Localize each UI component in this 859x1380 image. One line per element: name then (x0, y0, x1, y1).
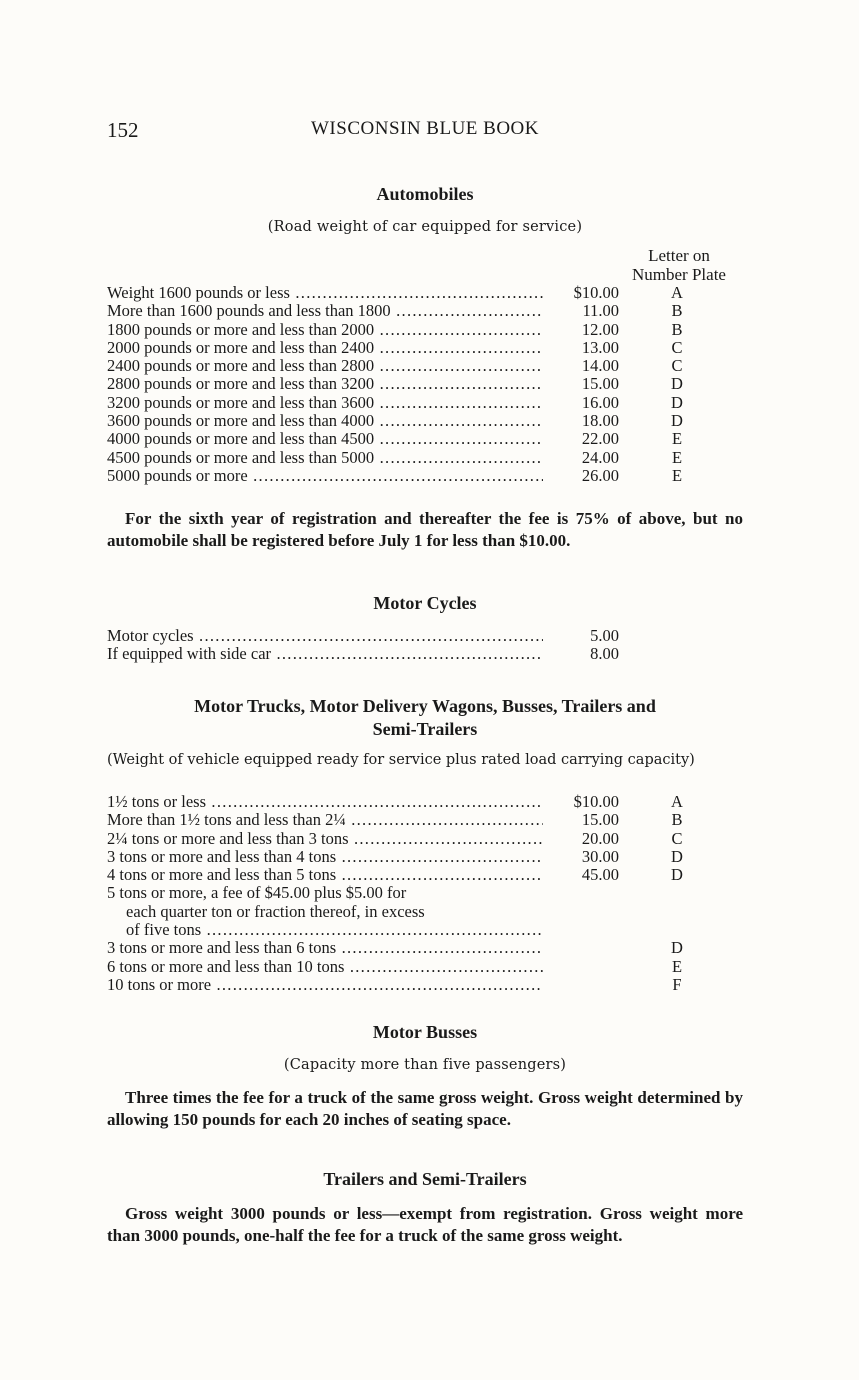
row-description: 2800 pounds or more and less than 3200 ..... (107, 375, 543, 393)
row-description: Weight 1600 pounds or less ..... (107, 284, 543, 302)
row-fee: $10.00 (573, 283, 619, 302)
table-row (107, 921, 747, 939)
row-description: 6 tons or more and less than 10 tons ..... (107, 958, 543, 976)
table-row (107, 939, 747, 957)
motor-cycles-fee-table (107, 627, 747, 664)
table-row (107, 394, 747, 412)
row-fee: 22.00 (581, 429, 619, 449)
table-row (107, 412, 747, 430)
motor-busses-text (107, 1087, 743, 1131)
row-letter: E (671, 465, 683, 485)
row-letter: A (671, 283, 683, 302)
table-row (107, 627, 747, 645)
row-fee: 5.00 (590, 626, 619, 645)
table-row (107, 645, 747, 663)
row-description: 4000 pounds or more and less than 4500 ..... (107, 430, 543, 448)
row-fee: 15.00 (581, 810, 619, 830)
row-fee: $10.00 (573, 792, 619, 811)
row-description: Motor cycles ..... (107, 627, 543, 645)
row-description: 3 tons or more and less than 4 tons ..... (107, 848, 543, 866)
row-letter: D (671, 411, 683, 431)
row-letter: E (671, 956, 683, 976)
letter-column-heading-line1: Letter on (648, 246, 710, 265)
trucks-fee-table (107, 793, 747, 994)
row-fee: 30.00 (581, 846, 619, 866)
row-letter: E (671, 447, 683, 467)
row-fee: 13.00 (581, 337, 619, 357)
row-description: 10 tons or more ..... (107, 976, 543, 994)
table-row (107, 903, 747, 921)
table-row (107, 357, 747, 375)
row-letter: C (671, 337, 683, 357)
table-row (107, 866, 747, 884)
table-row (107, 811, 747, 829)
row-letter: D (671, 392, 683, 412)
row-letter: B (671, 301, 683, 321)
automobiles-heading: Automobiles (376, 184, 474, 204)
row-fee: 16.00 (581, 392, 619, 412)
row-fee: 12.00 (581, 319, 619, 339)
row-description: More than 1½ tons and less than 2¼ ..... (107, 811, 543, 829)
table-row (107, 884, 747, 902)
row-letter: C (671, 356, 683, 376)
motor-busses-subtitle: (Capacity more than five passengers) (283, 1057, 567, 1073)
table-row (107, 302, 747, 320)
running-title: WISCONSIN BLUE BOOK (311, 118, 539, 139)
table-row (107, 793, 747, 811)
table-row (107, 284, 747, 302)
row-letter: B (671, 319, 683, 339)
row-description: 2400 pounds or more and less than 2800 ..... (107, 357, 543, 375)
row-description: 3200 pounds or more and less than 3600 ..... (107, 394, 543, 412)
row-description: If equipped with side car ..... (107, 645, 543, 663)
row-fee: 20.00 (581, 828, 619, 848)
row-description: of five tons (126, 921, 202, 940)
row-fee: 45.00 (581, 865, 619, 885)
row-fee: 26.00 (581, 465, 619, 485)
automobiles-note (107, 508, 743, 552)
row-letter: C (671, 828, 683, 848)
row-description: 4 tons or more and less than 5 tons ..... (107, 866, 543, 884)
row-description: 5000 pounds or more ..... (107, 467, 543, 485)
row-description: 1½ tons or less ..... (107, 793, 543, 811)
table-row (107, 467, 747, 485)
table-row (107, 976, 747, 994)
automobiles-subtitle: (Road weight of car equipped for service) (267, 219, 583, 235)
row-fee: 14.00 (581, 356, 619, 376)
automobiles-note-text: For the sixth year of registration and thereafter the fee is 75% of above, but no automobile shall be registered before July 1 for less than $10.00. (107, 509, 743, 550)
motor-cycles-heading: Motor Cycles (373, 593, 477, 613)
row-letter: D (671, 846, 683, 866)
trailers-text (107, 1203, 743, 1247)
trailers-text-body: Gross weight 3000 pounds or less—exempt from registration. Gross weight more than 3000 pounds, one-half the fee for a truck of the same gross weight. (107, 1204, 743, 1245)
row-fee: 18.00 (581, 411, 619, 431)
row-fee: 11.00 (582, 301, 619, 321)
letter-column-heading-line2: Number Plate (632, 265, 726, 284)
table-row (107, 848, 747, 866)
letter-column-heading (612, 246, 746, 284)
row-letter: F (672, 974, 682, 994)
trailers-heading: Trailers and Semi-Trailers (323, 1169, 527, 1189)
motor-busses-heading: Motor Busses (372, 1022, 478, 1042)
row-description: 2000 pounds or more and less than 2400 ..... (107, 339, 543, 357)
row-letter: A (671, 792, 683, 811)
trucks-heading (107, 695, 743, 741)
row-letter: E (671, 429, 683, 449)
table-row (107, 430, 747, 448)
page-number: 152 (107, 118, 139, 142)
row-description: 1800 pounds or more and less than 2000 ..... (107, 321, 543, 339)
row-description: More than 1600 pounds and less than 1800 ..... (107, 302, 543, 320)
row-description: 3 tons or more and less than 6 tons ..... (107, 939, 543, 957)
table-row (107, 375, 747, 393)
table-row (107, 339, 747, 357)
table-row (107, 830, 747, 848)
motor-busses-text-body: Three times the fee for a truck of the same gross weight. Gross weight determined by allowing 150 pounds for each 20 inches of seating space. (107, 1088, 743, 1129)
table-row (107, 321, 747, 339)
table-row (107, 449, 747, 467)
trucks-subtitle: (Weight of vehicle equipped ready for service plus rated load carrying capacity) (107, 752, 695, 768)
row-description: each quarter ton or fraction thereof, in excess (126, 902, 425, 921)
row-description: 2¼ tons or more and less than 3 tons ..... (107, 830, 543, 848)
row-fee: 8.00 (590, 644, 619, 664)
row-letter: D (671, 938, 683, 958)
trucks-heading-line1: Motor Trucks, Motor Delivery Wagons, Busses, Trailers and (194, 696, 656, 716)
row-fee: 15.00 (581, 374, 619, 394)
row-description: 5 tons or more, a fee of $45.00 plus $5.00 for (107, 884, 407, 903)
trucks-heading-line2: Semi-Trailers (372, 719, 478, 739)
table-row (107, 958, 747, 976)
row-description: 4500 pounds or more and less than 5000 ..... (107, 449, 543, 467)
page-header (107, 118, 743, 148)
row-description: 3600 pounds or more and less than 4000 ..... (107, 412, 543, 430)
row-letter: B (671, 810, 683, 830)
row-letter: D (671, 374, 683, 394)
automobiles-fee-table (107, 284, 747, 485)
row-letter: D (671, 865, 683, 885)
row-fee: 24.00 (581, 447, 619, 467)
